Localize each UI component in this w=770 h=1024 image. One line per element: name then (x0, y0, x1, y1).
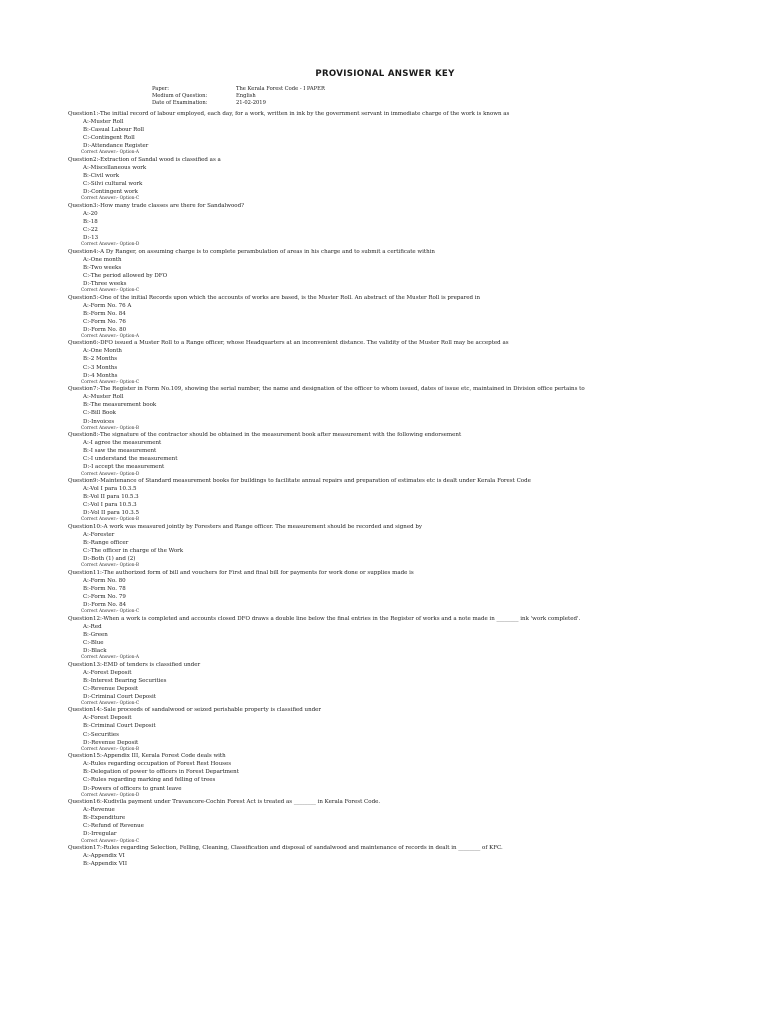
question-block (68, 339, 748, 385)
question-block (68, 477, 748, 523)
answer-option: C:-Refund of Revenue (83, 823, 144, 830)
answer-option: B:-The measurement book (83, 402, 157, 409)
answer-option: A:-Forester (83, 531, 115, 538)
answer-option: B:-Form No. 78 (83, 585, 126, 592)
answer-option: C:-Rules regarding marking and felling of trees (83, 777, 216, 784)
question-text: Question2:-Extraction of Sandal wood is classified as a (68, 156, 221, 163)
question-text: Question11:-The authorized form of bill and vouchers for First and final bill for payments for work done or supplies made is (68, 569, 414, 576)
page-title: PROVISIONAL ANSWER KEY (315, 69, 455, 79)
question-block (68, 569, 748, 615)
answer-option: A:-Muster Roll (83, 394, 124, 401)
question-text: Question10:-A work was measured jointly by Foresters and Range officer. The measurement should be recorded and signed by (68, 523, 422, 530)
correct-answer: Correct Answer:- Option-D (81, 792, 140, 798)
answer-option: B:-I saw the measurement (83, 448, 157, 455)
answer-option: D:-Form No. 80 (83, 326, 127, 333)
correct-answer: Correct Answer:- Option-B (81, 563, 139, 569)
meta-row (152, 86, 325, 93)
answer-option: B:-Casual Labour Roll (83, 127, 145, 134)
answer-option: A:-Miscellaneous work (83, 164, 147, 171)
correct-answer: Correct Answer:- Option-B (81, 425, 139, 431)
answer-option: A:-Revenue (83, 807, 115, 814)
answer-option: B:-Appendix VII (83, 861, 128, 868)
answer-option: B:-Form No. 84 (83, 310, 126, 317)
question-text: Question16:-Kudivila payment under Travancore-Cochin Forest Act is treated as ________ in Kerala Forest Code. (68, 799, 381, 806)
answer-option: D:-Black (83, 647, 107, 654)
meta-label: Date of Examination: (152, 100, 208, 106)
meta-label: Paper: (152, 86, 169, 92)
answer-option: A:-Form No. 80 (83, 577, 126, 584)
answer-option: A:-Appendix VI (83, 853, 125, 859)
question-text: Question12:-When a work is completed and accounts closed DFO draws a double line below the final entries in the Register of works and a note made in ________ ink 'work completed'. (68, 615, 581, 622)
answer-option: D:-Criminal Court Deposit (83, 693, 156, 700)
question-text: Question17:-Rules regarding Selection, Felling, Cleaning, Classification and disposal of sandalwood and maintenance of records in dealt in ________ of KFC. (68, 845, 503, 851)
question-block (68, 523, 748, 569)
answer-option: C:-Contingent Roll (83, 135, 135, 142)
answer-option: C:-3 Months (83, 364, 118, 371)
question-text: Question7:-The Register in Form No.109, showing the serial number, the name and designation of the officer to whom issued, dates of issue etc, maintained in Division office pertains to (68, 386, 585, 393)
correct-answer: Correct Answer:- Option-C (81, 288, 140, 293)
correct-answer: Correct Answer:- Option-C (81, 838, 140, 844)
question-block (68, 202, 748, 248)
question-list (68, 110, 748, 868)
answer-option: A:-Forest Deposit (83, 715, 132, 722)
answer-option: B:-Criminal Court Deposit (83, 723, 156, 730)
answer-option: D:-Attendance Register (83, 143, 149, 150)
question-block (68, 248, 748, 294)
question-text: Question4:-A Dy Ranger, on assuming charge is to complete perambulation of areas in his charge and to submit a certificate within (68, 248, 435, 255)
answer-option: B:-Green (83, 631, 108, 638)
answer-option: D:-Vol II para 10.3.5 (83, 510, 140, 517)
question-block (68, 798, 748, 844)
question-block (68, 294, 748, 340)
question-text: Question13:-EMD of tenders is classified under (68, 661, 201, 668)
answer-option: D:-4 Months (83, 372, 118, 379)
question-block (68, 431, 748, 477)
meta-value: The Kerala Forest Code - I PAPER (236, 86, 325, 92)
answer-option: D:-I accept the measurement (83, 464, 165, 471)
answer-option: D:-Invoices (83, 418, 115, 425)
question-block (68, 615, 748, 661)
answer-option: A:-20 (83, 210, 98, 217)
correct-answer: Correct Answer:- Option-B (81, 746, 139, 752)
answer-option: C:-Revenue Deposit (83, 685, 139, 692)
answer-option: B:-Delegation of power to officers in Forest Department (83, 769, 239, 776)
answer-option: C:-Securities (83, 731, 119, 738)
correct-answer: Correct Answer:- Option-C (81, 196, 140, 202)
exam-metadata (152, 86, 325, 107)
answer-option: C:-The officer in charge of the Work (83, 548, 184, 555)
meta-label: Medium of Question: (152, 93, 208, 99)
answer-option: B:-Interest Bearing Securities (83, 677, 167, 684)
question-text: Question6:-DFO issued a Muster Roll to a Range officer, whose Headquarters at an inconvenient distance. The validity of the Muster Roll may be accepted as (68, 340, 509, 347)
answer-option: D:-13 (83, 235, 99, 242)
answer-option: B:-18 (83, 218, 98, 225)
question-text: Question14:-Sale proceeds of sandalwood or seized perishable property is classified under (68, 707, 322, 714)
answer-option: D:-Revenue Deposit (83, 739, 139, 746)
question-text: Question8:-The signature of the contractor should be obtained in the measurement book after measurement with the following endorsement (68, 432, 462, 439)
question-block (68, 385, 748, 431)
correct-answer: Correct Answer:- Option-C (81, 700, 140, 706)
answer-option: C:-The period allowed by DFO (83, 272, 168, 279)
answer-option: D:-Form No. 84 (83, 602, 127, 609)
answer-option: C:-Form No. 76 (83, 318, 126, 325)
answer-option: A:-Form No. 76 A (83, 302, 132, 309)
answer-option: A:-I agree the measurement (83, 440, 162, 447)
answer-option: C:-Bill Book (83, 410, 116, 417)
answer-option: D:-Powers of officers to grant leave (83, 785, 182, 792)
answer-option: B:-Expenditure (83, 815, 126, 822)
answer-option: A:-Forest Deposit (83, 669, 132, 676)
answer-option: B:-Vol II para 10.5.3 (83, 494, 139, 501)
meta-value: 21-02-2019 (236, 100, 266, 106)
question-text: Question15:-Appendix III, Kerala Forest Code deals with (68, 753, 226, 760)
answer-option: D:-Three weeks (83, 280, 127, 287)
answer-option: D:-Contingent work (83, 189, 138, 196)
answer-option: A:-One month (83, 256, 122, 263)
question-text: Question3:-How many trade classes are there for Sandalwood? (68, 202, 245, 209)
question-block (68, 661, 748, 707)
correct-answer: Correct Answer:- Option-A (81, 150, 139, 156)
answer-option: B:-2 Months (83, 356, 118, 363)
answer-option: D:-Irregular (83, 831, 117, 838)
correct-answer: Correct Answer:- Option-C (81, 379, 140, 385)
answer-option: C:-Vol I para 10.5.3 (83, 502, 137, 509)
answer-option: C:-Form No. 79 (83, 593, 126, 600)
correct-answer: Correct Answer:- Option-D (81, 242, 140, 248)
answer-option: C:-I understand the measurement (83, 456, 178, 463)
answer-option: A:-Red (83, 623, 102, 630)
question-text: Question1:-The initial record of labour employed, each day, for a work, written in ink by the government servant in immediate charge of the work is known as (68, 111, 510, 117)
meta-row (152, 100, 325, 107)
answer-option: B:-Civil work (83, 172, 120, 179)
answer-option: C:-Blue (83, 639, 104, 646)
question-text: Question5:-One of the initial Records upon which the accounts of works are based, is the Muster Roll. An abstract of the Muster Roll is prepared in (68, 294, 481, 301)
question-block (68, 110, 748, 156)
answer-option: A:-Rules regarding occupation of Forest Rest Houses (83, 761, 232, 768)
answer-option: A:-Vol I para 10.3.5 (83, 486, 137, 492)
correct-answer: Correct Answer:- Option-C (81, 609, 140, 615)
answer-option: C:-22 (83, 226, 98, 233)
correct-answer: Correct Answer:- Option-B (81, 517, 139, 523)
answer-option: D:-Both (1) and (2) (83, 556, 136, 563)
answer-option: A:-Muster Roll (83, 119, 124, 125)
question-block (68, 752, 748, 798)
question-block (68, 706, 748, 752)
correct-answer: Correct Answer:- Option-D (81, 471, 140, 477)
meta-row (152, 93, 325, 100)
question-block (68, 844, 748, 868)
answer-option: A:-One Month (83, 348, 122, 355)
meta-value: English (236, 93, 256, 99)
correct-answer: Correct Answer:- Option-A (81, 655, 139, 660)
answer-option: B:-Range officer (83, 539, 129, 546)
question-text: Question9:-Maintenance of Standard measurement books for buildings to facilitate annual repairs and preparation of estimates etc is dealt under Kerala Forest Code (68, 478, 531, 484)
question-block (68, 156, 748, 202)
answer-option: C:-Silvi cultural work (83, 181, 143, 188)
answer-option: B:-Two weeks (83, 264, 122, 271)
correct-answer: Correct Answer:- Option-A (81, 333, 139, 339)
